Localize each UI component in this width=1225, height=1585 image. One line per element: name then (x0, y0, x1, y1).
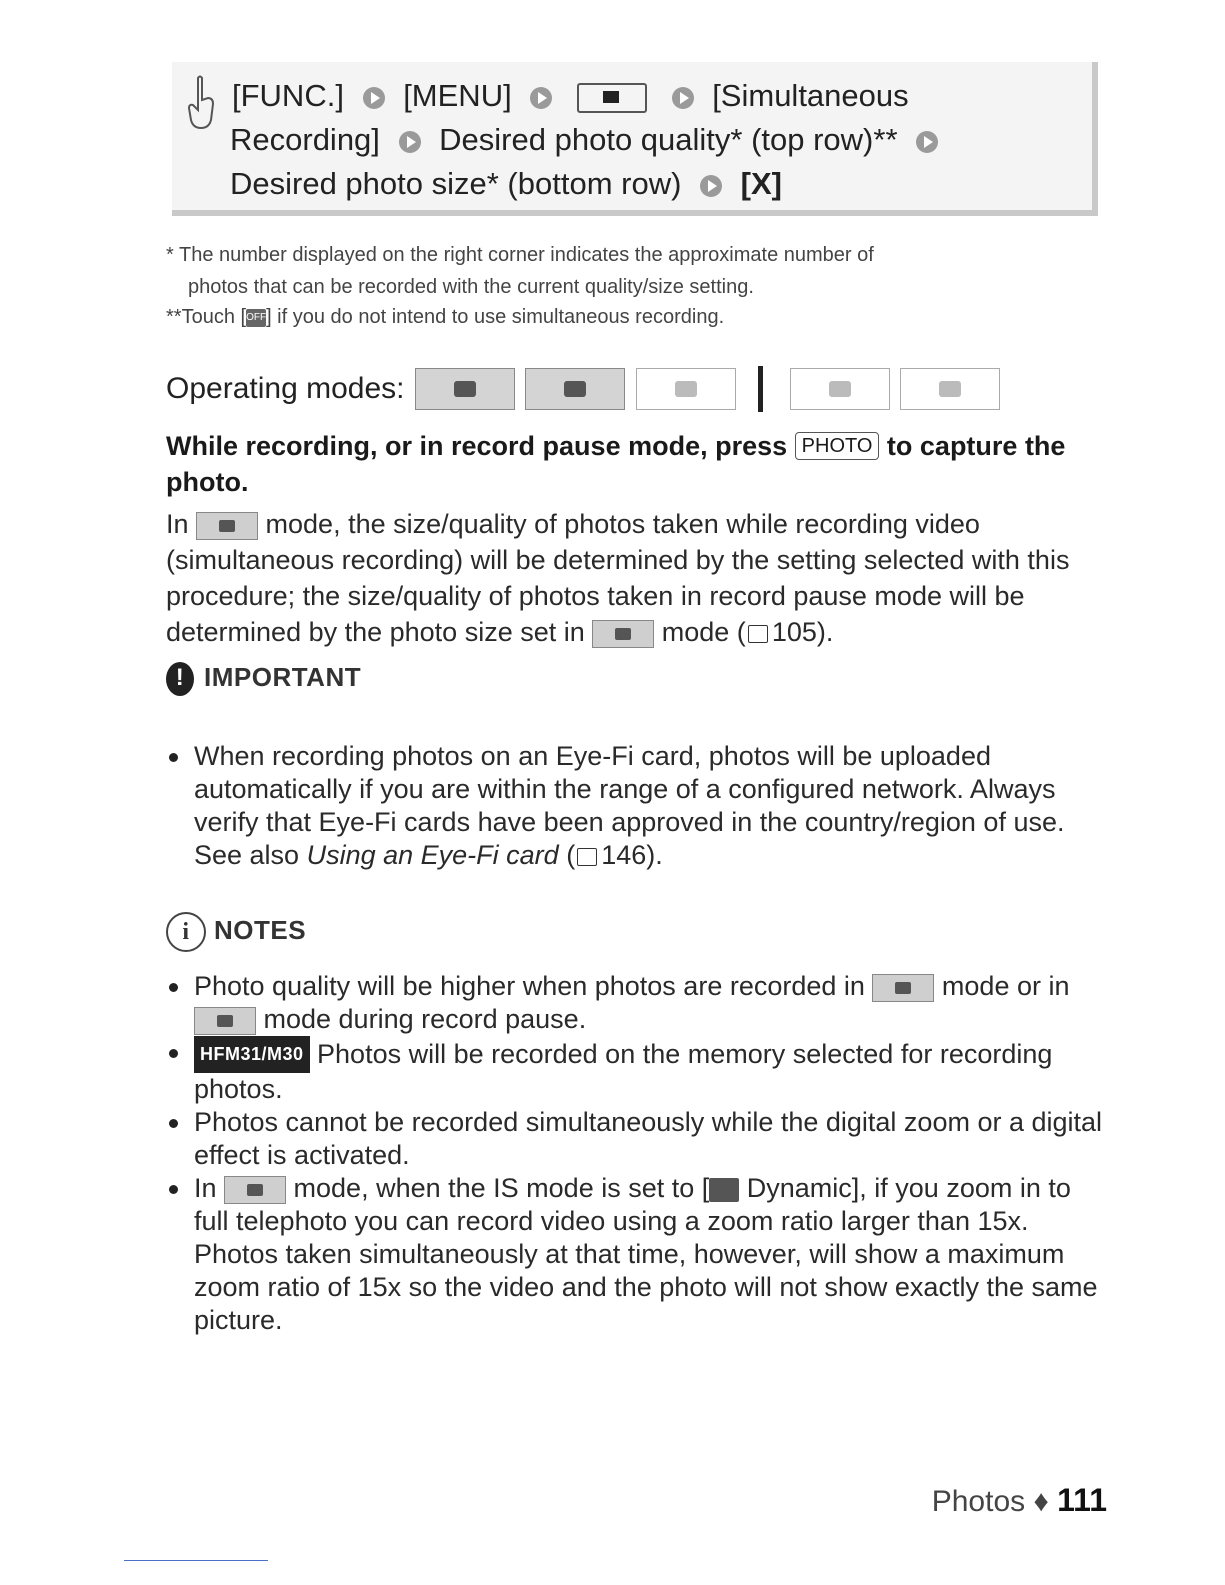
body-text: mode, the size/quality of photos taken while recording video (simultaneous recording) will be determined by the setting selected with this procedure; the size/quality of photos taken in record pause mode will be determined by the photo size set in (166, 509, 1070, 647)
camera-menu-icon (577, 83, 647, 113)
list-item-text: Photos will be recorded on the memory selected for recording photos. (194, 1039, 1053, 1104)
model-badge: HFM31/M30 (194, 1036, 310, 1073)
size-label: Desired photo size* (bottom row) (230, 166, 682, 201)
info-icon: i (166, 912, 206, 952)
operating-modes-label: Operating modes: (166, 372, 405, 405)
procedure-line-2 (230, 122, 948, 158)
list-item-text: Photos cannot be recorded simultaneously while the digital zoom or a digital effect is activated. (194, 1107, 1103, 1170)
list-item (166, 1036, 1106, 1106)
important-list (166, 740, 1106, 872)
important-heading (166, 662, 361, 696)
notes-list (166, 970, 1106, 1337)
list-item-text: When recording photos on an Eye-Fi card, photos will be uploaded automatically if you are within the range of a configured network. Always verify that Eye-Fi cards have been approved in the country/region of use. See also (194, 741, 1065, 870)
procedure-line-3 (230, 166, 782, 202)
list-item (166, 970, 1106, 1036)
page-footer (932, 1482, 1107, 1519)
touch-hand-icon (186, 74, 216, 130)
manual-movie-mode-icon (525, 368, 625, 410)
mode-separator (758, 366, 763, 412)
arrow-icon (399, 131, 421, 153)
recording-label: Recording] (230, 122, 380, 157)
footnote-double-star-post: ] if you do not intend to use simultaneous recording. (266, 306, 725, 328)
footer-section: Photos (931, 1485, 1026, 1518)
list-item-text: Photo quality will be higher when photos are recorded in (194, 971, 873, 1001)
list-item-text: In (194, 1173, 225, 1203)
list-item (166, 1106, 1106, 1172)
list-item-text: mode during record pause. (256, 1004, 587, 1034)
page-number: 111 (1057, 1482, 1107, 1518)
procedure-box (172, 62, 1098, 216)
body-text: mode ( (654, 617, 746, 647)
eye-fi-link-text: Using an Eye-Fi card (306, 840, 559, 870)
step-pre: While recording, or in record pause mode, press (166, 431, 795, 461)
photo-mode-icon (872, 974, 934, 1002)
func-label: [FUNC.] (232, 78, 344, 113)
image-stabilizer-icon (709, 1178, 739, 1202)
book-reference-icon (748, 625, 768, 643)
procedure-line-1 (232, 78, 909, 114)
auto-mode-icon (196, 512, 258, 540)
arrow-icon (363, 87, 385, 109)
photo-mode-icon (636, 368, 736, 410)
auto-mode-icon (415, 368, 515, 410)
footnote-star-1: * The number displayed on the right corner indicates the approximate number of (166, 244, 874, 266)
arrow-icon (700, 175, 722, 197)
photo-key-label: PHOTO (795, 432, 880, 460)
photo-manual-mode-icon (900, 368, 1000, 410)
footnote-double-star (166, 306, 724, 329)
arrow-icon (530, 87, 552, 109)
auto-mode-icon (194, 1007, 256, 1035)
off-icon: OFF (246, 309, 266, 327)
close-label: [X] (740, 166, 782, 201)
list-item-text: 146). (601, 840, 663, 870)
photo-mode-icon (592, 620, 654, 648)
footnote-star-2: photos that can be recorded with the current quality/size setting. (188, 276, 754, 298)
footnote-double-star-pre: **Touch [ (166, 306, 247, 328)
list-item-text: mode, when the IS mode is set to [ (286, 1173, 710, 1203)
list-item-text: mode or in (934, 971, 1070, 1001)
footer-bullet: ♦ (1033, 1485, 1049, 1518)
book-reference-icon (577, 848, 597, 866)
arrow-icon (672, 87, 694, 109)
notes-heading (166, 912, 306, 952)
step-post: to capture the photo. (166, 431, 1066, 497)
list-item (166, 740, 1106, 872)
list-item (166, 1172, 1106, 1337)
quality-label: Desired photo quality* (top row)** (439, 122, 898, 157)
body-text: In (166, 509, 197, 539)
body-text: 105). (771, 617, 834, 647)
body-paragraph (166, 506, 1106, 650)
cinema-mode-icon (790, 368, 890, 410)
important-icon (166, 662, 194, 696)
menu-label: [MENU] (403, 78, 512, 113)
operating-modes (166, 366, 1000, 414)
list-item-text: ( (558, 840, 576, 870)
step-instruction (166, 428, 1096, 500)
arrow-icon (916, 131, 938, 153)
notes-heading-text: NOTES (214, 914, 307, 945)
list-item-text: Dynamic], if you zoom in to full telephoto you can record video using a zoom ratio larger than 15x. Photos taken simultaneously at that time, however, will show a maximum zoom ratio of 15x so the video and the photo will not show exactly the same picture. (194, 1173, 1098, 1335)
bottom-rule (124, 1560, 268, 1561)
important-heading-text: IMPORTANT (204, 662, 362, 692)
simultaneous-label: [Simultaneous (712, 78, 909, 113)
manual-movie-mode-icon (224, 1176, 286, 1204)
